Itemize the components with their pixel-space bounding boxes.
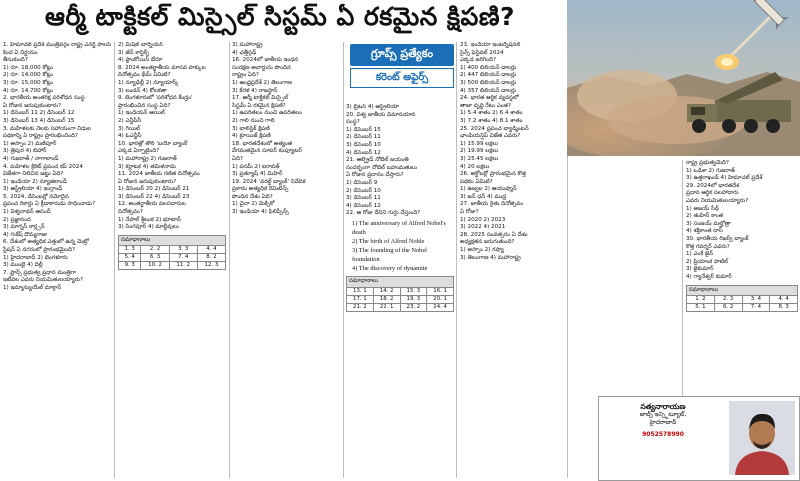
answers-label: సమాధానాలు <box>347 276 454 287</box>
question-line: 3) 25.45 లక్షలు <box>460 155 499 162</box>
answer-cell: 17. 1 <box>347 295 374 303</box>
question-line: 2) డిసెంబర్ 11 <box>346 134 381 141</box>
question-line: 21. ఆల్ఫ్రెడ్ నోబెల్ జయంతి <box>346 157 409 164</box>
question-line: 3) జైకుమార్ <box>686 266 714 273</box>
question-line: 3) జన్ ధన్ 4) ముద్ర <box>460 193 507 200</box>
question-line: ప్రధాన ఆర్థిక సలహాదారు <box>686 190 739 197</box>
answers-label: సమాధానాలు <box>687 285 798 296</box>
question-line: 26. అక్టోబర్లో ప్రారంభమైన కొత్త <box>460 171 526 178</box>
question-line: 3) డిసెంబర్ 22 4) డిసెంబర్ 23 <box>118 193 190 200</box>
question-line: 11. 2024 జాతీయ గణిత దినోత్సవం <box>118 171 200 178</box>
answer-cell: 20. 1 <box>427 295 454 303</box>
question-line: 3) 2022 4) 2021 <box>460 224 506 231</box>
question-line: 4) డిసెంబర్ 12 <box>346 149 381 156</box>
question-line: 9. బెంగళూరులో 'పరిశోధన కేంద్రం' <box>118 95 193 102</box>
question-line: 2. భారతీయ అంతరిక్ష పరిశోధన సంస్థ <box>3 95 85 102</box>
question-line: 1) ఇండియన్ ఆయిల్ <box>118 110 165 117</box>
question-line: 4) గుకేష్ దొమ్మరాజు <box>3 231 48 238</box>
question-line: 3) 7.2 శాతం 4) 8.1 శాతం <box>460 117 523 124</box>
answer-table <box>686 285 798 313</box>
question-line: ఛాంపియన్షిప్ విజేత ఎవరు? <box>460 133 521 140</box>
question-line: 29. 2024లో భారతదేశ <box>686 182 740 189</box>
column-divider <box>343 42 344 478</box>
question-line: 1) న్యూఢిల్లీ 2) న్యూయార్క్ <box>118 79 179 86</box>
question-line: విజేతగా నిలిచిన జట్టు ఏది? <box>3 171 64 178</box>
column-divider <box>682 160 683 396</box>
question-list <box>460 42 564 262</box>
question-line: 4) 20 లక్షలు <box>460 163 490 170</box>
answer-cell: 2. 3 <box>714 296 742 304</box>
quiz-column-1 <box>3 42 111 478</box>
answer-cell: 18. 2 <box>373 295 400 303</box>
question-line: 1) 5.4 శాతం 2) 6.4 శాతం <box>460 110 523 117</box>
question-line: 1) ఆంధ్రప్రదేశ్ 2) తెలంగాణ <box>232 79 292 86</box>
question-line: 23. ఇండియా ఇంటర్నేషనల్ <box>460 42 521 48</box>
answer-cell: 5. 1 <box>687 304 715 312</box>
question-line: 22. ఆ రోజు దేనిని గుర్తు చేస్తుంది? <box>346 210 421 217</box>
author-box <box>598 396 800 481</box>
question-line: 1) డిసెంబర్ 9 <box>346 179 378 186</box>
question-line: 3) సంజయ్ మల్హోత్రా <box>686 220 731 227</box>
question-line: సంరక్షణ అవార్డును పొందిన <box>232 64 291 71</box>
question-line: ఎక్కడ జరిగింది? <box>460 57 496 64</box>
question-line: 4) గుజరాత్ / నాగాలాండ్ <box>3 155 59 162</box>
question-line: కొత్త గవర్నర్ ఎవరు? <box>686 243 730 250</box>
author-portrait <box>729 401 795 475</box>
question-line: అధ్యక్షతన జరుగుతుంది? <box>460 239 515 246</box>
question-line: 1) ఉజ్వల 2) ఆయుష్మాన్ <box>460 186 517 193</box>
question-line: 1) డిసెంబర్ 20 2) డిసెంబర్ 21 <box>118 186 190 193</box>
question-line: 1) పరమ్ 2) ఐరావత్ <box>232 163 280 170</box>
question-line: 1) నేపాల్ శ్రీలంక 2) భూటాన్ <box>118 216 181 223</box>
question-line: 3) డిసెంబర్ 13 4) డిసెంబర్ 15 <box>3 117 75 124</box>
answers-row <box>687 304 798 312</box>
question-line: 3. మహిళలకు నెలకు సహాయంగా నిధుల <box>3 125 92 132</box>
question-line: 1) అజయ్ సేథ్ <box>686 205 719 212</box>
answer-cell: 13. 1 <box>347 287 374 295</box>
question-line: 16. 2024లో జాతీయ ఇంధన <box>232 57 299 64</box>
question-line: ఏ రోజున జరుపుకుంటారు? <box>3 102 62 109</box>
question-line: 3) బాలిస్టిక్ క్షిపణి <box>232 125 270 132</box>
question-line: ఎవరు నియమితులయ్యారు? <box>686 197 749 204</box>
question-line: 4) ఫ్రాంకోయిస్ బేరూ <box>118 57 163 64</box>
answer-cell: 1. 3 <box>119 246 141 254</box>
answers-row <box>119 254 226 262</box>
answer-cell: 22. 1 <box>373 303 400 311</box>
question-line: 28. 2025 సంవత్సరం ఏ దేశం <box>460 231 528 238</box>
answer-cell: 6. 3 <box>141 254 169 262</box>
question-line: 2) ప్రియాంక పాటిల్ <box>686 258 729 265</box>
english-options <box>346 219 454 273</box>
question-line: ఇటీవల ఎవరు నియమితులయ్యారు? <box>3 277 83 284</box>
answer-cell: 9. 3 <box>119 262 141 270</box>
question-line: 1) ఒడిశా 2) గుజరాత్ <box>686 167 735 174</box>
answer-cell: 24. 4 <box>427 303 454 311</box>
column-divider <box>114 42 115 478</box>
question-line: ఎక్కడ ఏర్పాటైంది? <box>118 148 160 155</box>
question-line: పథకాన్ని ఏ రాష్ట్రం ప్రారంభించింది? <box>3 133 79 140</box>
english-option: 4) The discovery of dynamite <box>352 264 428 272</box>
question-line: 2) 447 బిలియన్ డాలర్లు <box>460 72 517 79</box>
question-line: 2) గాలి నుంచి గాలి <box>232 117 275 124</box>
question-line: 3) ఇండియా 4) ఫిలిప్పీన్స్ <box>232 209 289 216</box>
question-line: 24. భారత ఆర్థిక వ్యవస్థలో <box>460 95 519 102</box>
section-badge <box>350 44 454 88</box>
english-option: 1) The anniversary of Alfred Nobel's death <box>352 219 446 236</box>
quiz-column-6 <box>686 160 798 394</box>
badge-title: గ్రూప్స్ ప్రత్యేకం <box>350 44 454 66</box>
answer-cell: 6. 2 <box>714 304 742 312</box>
quiz-column-4 <box>346 104 454 478</box>
question-line: 4) ఛత్తీస్గఢ్ <box>232 49 257 56</box>
question-line: 8. 2024 అంతర్జాతీయ మానవ హక్కుల <box>118 64 206 71</box>
question-line: 3) త్రిపుర 4) బిహార్ <box>3 148 47 155</box>
answer-cell: 16. 1 <box>427 287 454 295</box>
answers-row <box>347 303 454 311</box>
answer-cell: 21. 2 <box>347 303 374 311</box>
question-line: రాష్ట్రం ఏది? <box>232 72 259 79</box>
question-line: 4) శక్తికాంత దాస్ <box>686 228 723 235</box>
answer-cell: 8. 2 <box>197 254 225 262</box>
answer-cell: 19. 3 <box>400 295 427 303</box>
question-line: 1) రూ. 18,000 కోట్లు <box>3 64 53 71</box>
column-divider <box>229 42 230 478</box>
question-line: తాజా వృద్ధి రేటు ఎంత? <box>460 102 511 109</box>
answer-cell: 11. 2 <box>169 262 197 270</box>
question-line: 4) రూ. 14,700 కోట్లు <box>3 87 53 94</box>
question-line: 3) బ్రిటన్ 4) ఆస్ట్రేలియా <box>346 104 400 110</box>
question-line: 4) డిసెంబర్ 12 <box>346 202 381 209</box>
question-line: 3) 500 బిలియన్ డాలర్లు <box>460 79 517 86</box>
answers-table <box>686 285 798 313</box>
question-list <box>346 104 454 218</box>
question-line: 2) డిసెంబర్ 10 <box>346 187 381 194</box>
question-line: 7. ఫ్రాన్స్ ప్రభుత్వ ప్రధాన మంత్రిగా <box>3 269 76 276</box>
question-list <box>118 42 226 232</box>
quiz-column-2 <box>118 42 226 478</box>
question-line: 3) లండన్ 4) కోలకతా <box>118 87 167 94</box>
question-line: 3) ఆస్ట్రేలియా 4) ఇంగ్లాండ్ <box>3 186 63 193</box>
answer-cell: 4. 4 <box>770 296 798 304</box>
question-line: 1) ఎంకే జైన్ <box>686 251 714 258</box>
answer-cell: 15. 3 <box>400 287 427 295</box>
answer-cell: 23. 2 <box>400 303 427 311</box>
question-line: 18. భారతదేశంలో అత్యంత <box>232 140 293 147</box>
question-line: ప్రారంభించిన సంస్థ ఏది? <box>118 102 171 109</box>
question-line: 4. మహిళల క్రికెట్ ప్రపంచ కప్ 2024 <box>3 163 83 170</box>
question-line: ఏ రోజున జరుపుకుంటారు? <box>118 178 177 185</box>
question-line: 12. అంతర్జాతీయ వలసదారుల <box>118 201 186 208</box>
column-divider <box>456 42 457 478</box>
question-line: 4) గ్యానేశ్వర్ కుమార్ <box>686 273 732 280</box>
answer-cell: 7. 4 <box>742 304 770 312</box>
question-line: 1) 400 బిలియన్ డాలర్లు <box>460 64 517 71</box>
question-line: దినోత్సవం థీమ్ ఏమిటి? <box>118 72 171 79</box>
question-line: ఏది? <box>232 155 243 162</box>
answer-table <box>346 276 454 312</box>
question-line: 1) అస్సాం 2) రష్యా <box>460 247 504 254</box>
question-line: 6. దేశంలో అత్యధిక ఎత్తులో ఉన్న మెట్రో <box>3 239 89 246</box>
question-line: 20. విశ్వ జాతీయ విమానయాన <box>346 111 416 118</box>
question-line: 5. 2024, డిసెంబర్లో నమోదైన <box>3 193 69 200</box>
answers-table <box>118 235 226 271</box>
author-phone: 9052578990 <box>642 431 684 438</box>
english-option: 3) The founding of the Nobel foundation <box>352 246 427 263</box>
question-line: పథకం ఏమిటి? <box>460 178 493 185</box>
answer-cell: 10. 2 <box>141 262 169 270</box>
author-details <box>603 403 723 439</box>
answer-cell: 2. 2 <box>141 246 169 254</box>
question-line: సంస్థ? <box>346 119 360 126</box>
badge-subtitle: కరెంట్ అఫైర్స్ <box>350 68 454 88</box>
question-line: ఏ రోజున ప్రదానం చేస్తారు? <box>346 172 404 179</box>
answer-cell: 4. 4 <box>197 246 225 254</box>
question-line: సైన్స్ ఫెస్టివల్ 2024 <box>460 49 504 56</box>
question-line: 2) ఎన్టీపీసీ <box>118 117 142 124</box>
answer-cell: 8. 3 <box>770 304 798 312</box>
answers-row <box>119 246 226 254</box>
question-line: రాష్ట్ర ప్రభుత్వమేది? <box>686 160 729 166</box>
question-line: 4) క్రూయిజ్ క్షిపణి <box>232 133 271 140</box>
question-line: 1) ఇమ్మాన్యుయేల్ మాక్రాన్ <box>3 285 62 291</box>
answer-cell: 12. 3 <box>197 262 225 270</box>
question-line: 10. భారత్లో తొలి 'బయో బ్యాంక్' <box>118 140 189 147</box>
question-line: పొందిన దేశం ఏది? <box>232 193 273 200</box>
question-line: సిస్టమ్ ఏ రకమైన క్షిపణి? <box>232 102 286 109</box>
question-line: 1) విశ్వనాథన్ ఆనంద్ <box>3 209 51 216</box>
question-line: 3) రూ. 15,000 కోట్లు <box>3 79 53 86</box>
answers-row <box>119 262 226 270</box>
author-line1: జాబ్స్ ఇన్స్టిట్యూట్, <box>639 411 687 418</box>
question-line: 3) సింగపూర్ 4) మాల్దీవులు <box>118 224 179 231</box>
question-line: 1) డిసెంబర్ 11 2) డిసెంబర్ 12 <box>3 110 75 117</box>
question-line: 1. హిమాచల్ ప్రదేశ్ మంత్రివర్గం రాష్ట్ర ఎనర్జీ పాలసీ కింద ఏ నిర్ణయం <box>3 42 111 56</box>
question-line: 3) డిసెంబర్ 10 <box>346 141 381 148</box>
answers-row <box>347 295 454 303</box>
question-line: 19. 2024 'వరల్డ్ బ్యాంక్' నివేదిక <box>232 178 306 185</box>
answer-cell: 14. 2 <box>373 287 400 295</box>
question-line: 1) హైదరాబాద్ 2) బెంగళూరు <box>3 254 68 261</box>
question-line: దినోత్సవం? <box>118 209 143 216</box>
question-line: 27. జాతీయ రైతు దినోత్సవం <box>460 201 524 208</box>
answers-table <box>346 276 454 312</box>
question-line: 25. 2024 ప్రపంచ బ్యాడ్మింటన్ <box>460 125 529 132</box>
question-line: 1) 15.99 లక్షలు <box>460 140 499 147</box>
question-line: స్టేషన్ ఏ నగరంలో ప్రారంభమైంది? <box>3 247 76 254</box>
question-line: 30. భారతీయ రిజర్వ్ బ్యాంక్ <box>686 235 749 242</box>
question-line: 1) మహారాష్ట్ర 2) గుజరాత్ <box>118 155 177 162</box>
answer-table <box>118 235 226 271</box>
answers-label: సమాధానాలు <box>119 235 226 246</box>
author-name: సత్యనారాయణ <box>640 402 686 411</box>
question-line: ప్రపంచ రికార్డు ఏ క్రీడాకారుడు సాధించాడు? <box>3 201 96 208</box>
question-line: 1) చైనా 2) మెక్సికో <box>232 201 275 208</box>
answers-row <box>347 287 454 295</box>
question-line: 4) ఓఎన్జీసీ <box>118 133 142 140</box>
question-line: 3) డిసెంబర్ 11 <box>346 195 381 202</box>
question-list <box>686 160 798 282</box>
question-line: సందర్భంగా నోబెల్ బహుమతులు <box>346 164 417 171</box>
answer-cell: 7. 4 <box>169 254 197 262</box>
question-line: 1) ఉపరితలం నుంచి ఉపరితలం <box>232 110 302 117</box>
quiz-column-3 <box>232 42 340 478</box>
author-line2: హైదరాబాద్ <box>649 419 677 426</box>
question-line: ఏ రోజు? <box>460 209 479 216</box>
question-line: 3) జీన్ కాస్టెక్స్ <box>118 49 150 56</box>
question-line: 2) 19.99 లక్షలు <box>460 148 499 155</box>
question-line: 2) మిషెల్ బార్నియర్ <box>118 42 163 48</box>
page-headline: ఆర్మీ టాక్టికల్ మిస్సైల్ సిస్టమ్ ఏ రకమైన క్షిపణి? <box>45 2 515 31</box>
question-line: 2) తుహిన్ కాంత <box>686 213 724 220</box>
question-line: తీసుకుంది? <box>3 57 28 64</box>
question-line: 3) ముంబై 4) దిల్లీ <box>3 262 43 269</box>
missile-launcher-photo <box>567 0 800 156</box>
question-line: 3) తెలంగాణ 4) మహారాష్ట్ర <box>460 254 521 261</box>
question-list <box>3 42 111 293</box>
question-line: 17. ఆర్మీ టాక్టికల్ మిస్సైల్ <box>232 95 289 102</box>
quiz-column-5 <box>460 42 564 478</box>
question-line: 3) గెయిల్ <box>118 125 140 132</box>
english-option: 2) The birth of Alfred Noble <box>352 237 425 245</box>
answer-cell: 5. 4 <box>119 254 141 262</box>
question-line: 1) 2020 2) 2023 <box>460 216 506 223</box>
question-line: 3) ప్రత్యూష్ 4) మిహిర్ <box>232 171 283 178</box>
answer-cell: 3. 4 <box>742 296 770 304</box>
question-line: 2) రూ. 14,000 కోట్లు <box>3 72 53 79</box>
answers-row <box>687 296 798 304</box>
question-line: 4) 357 బిలియన్ డాలర్లు <box>460 87 517 94</box>
question-line: 1) ఇండియా 2) న్యూజిలాండ్ <box>3 178 67 185</box>
answer-cell: 1. 2 <box>687 296 715 304</box>
answer-cell: 3. 3 <box>169 246 197 254</box>
question-line: 1) డిసెంబర్ 15 <box>346 126 381 133</box>
question-line: 3) ఉత్తరాఖండ్ 4) హిమాచల్ ప్రదేశ్ <box>686 175 763 182</box>
question-line: 3) కర్ణాటక 4) తమిళనాడు <box>118 163 176 170</box>
question-line: 3) మాగ్నస్ కార్ల్సన్ <box>3 224 45 231</box>
question-line: 3) మహారాష్ట్ర <box>232 42 263 48</box>
question-list <box>232 42 340 217</box>
question-line: 1) అస్సాం 2) మణిపూర్ <box>3 140 57 147</box>
question-line: ప్రకారం అత్యధిక రెమిటెన్స్ <box>232 186 289 193</box>
question-line: 2) ప్రజ్ఞానంద <box>3 216 31 223</box>
question-line: 3) కేరళ 4) రాజస్థాన్ <box>232 87 278 94</box>
question-line: వేగవంతమైన సూపర్ కంప్యూటర్ <box>232 148 302 155</box>
